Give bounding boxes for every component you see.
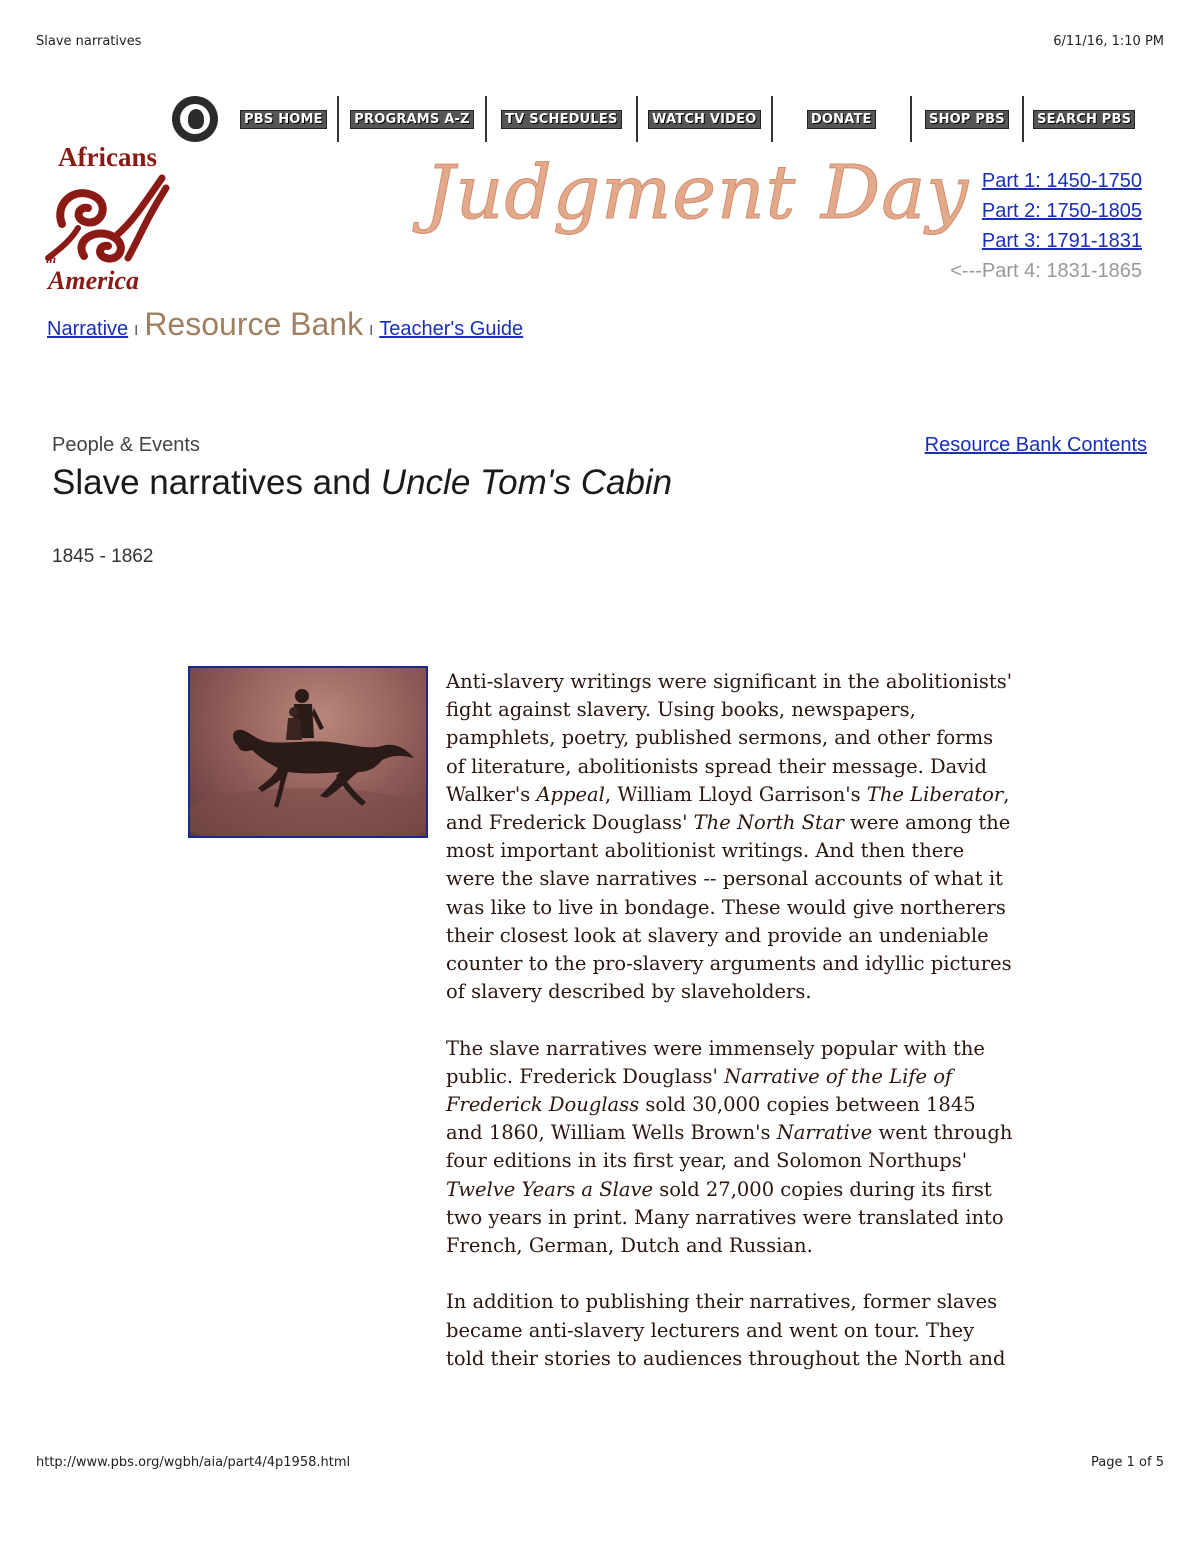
horse-rider-image-icon (190, 668, 426, 836)
print-page-number: Page 1 of 5 (1091, 1455, 1164, 1470)
title-plain: Slave narratives and (52, 463, 381, 502)
paragraph (446, 1035, 1018, 1261)
resource-bank-title: Resource Bank (144, 306, 364, 342)
logo-text-africans: Africans (58, 142, 157, 172)
print-header (36, 34, 1164, 49)
paragraph-text: The slave narratives were immensely popular with the public. Frederick Douglass' (446, 1036, 985, 1088)
paragraph-text: sold 27,000 copies during its first two years in print. Many narratives were translated into French, German, Dutch and Russian. (446, 1177, 1004, 1258)
print-footer (36, 1455, 1164, 1470)
paragraph (446, 668, 1018, 1006)
paragraph (446, 1288, 1018, 1373)
italic-title-text: The North Star (693, 811, 844, 835)
page-title (52, 461, 692, 504)
part-2-link[interactable]: Part 2: 1750-1805 (981, 200, 1142, 222)
italic-title-text: Appeal (536, 782, 605, 806)
nav-label: DONATE (807, 110, 876, 129)
narrative-link[interactable]: Narrative (47, 318, 129, 340)
section-label: People & Events (52, 434, 200, 456)
italic-title-text: Narrative of the Life of Frederick Douglass (446, 1064, 953, 1117)
separator: I (369, 322, 374, 339)
current-part-label: <---Part 4: 1831-1865 (950, 260, 1142, 282)
nav-label: SEARCH PBS (1033, 110, 1135, 129)
nav-tv-schedules[interactable] (487, 96, 637, 142)
nav-programs-az[interactable] (339, 96, 487, 142)
nav-donate[interactable] (773, 96, 911, 142)
parts-menu (950, 166, 1142, 286)
italic-title-text: Narrative (776, 1121, 873, 1145)
part-1-link[interactable]: Part 1: 1450-1750 (981, 170, 1142, 192)
logo-text-america: America (48, 266, 139, 295)
nav-label: WATCH VIDEO (648, 110, 760, 129)
nav-pbs-home[interactable] (230, 96, 339, 142)
nav-watch-video[interactable] (638, 96, 774, 142)
spiral-logo-icon (44, 174, 178, 264)
nav-label: PBS HOME (240, 110, 327, 129)
paragraph-text: , William Lloyd Garrison's (604, 782, 867, 806)
print-title: Slave narratives (36, 34, 142, 49)
paragraph-text: Anti-slavery writings were significant in the abolitionists' fight against slavery. Using books, newspapers, pamphlets, poetry, published sermons, and other forms of literature, abolitionists spread their message. David Walker's (446, 670, 1013, 806)
title-italic: Uncle Tom's Cabin (380, 463, 673, 502)
paragraph-text: went through four editions in its first year, and Solomon Northups' (446, 1121, 1013, 1173)
print-url: http://www.pbs.org/wgbh/aia/part4/4p1958.html (36, 1455, 351, 1470)
nav-shop-pbs[interactable] (912, 96, 1025, 142)
part-3-link[interactable]: Part 3: 1791-1831 (981, 230, 1142, 252)
resource-bank-contents-link[interactable]: Resource Bank Contents (924, 434, 1147, 456)
africans-in-america-logo[interactable] (44, 142, 178, 298)
nav-label: SHOP PBS (925, 110, 1009, 129)
nav-label: TV SCHEDULES (501, 110, 621, 129)
judgment-day-banner: Judgment Day (425, 150, 970, 236)
nav-search-pbs[interactable] (1024, 96, 1144, 142)
article-body (446, 668, 1018, 1401)
separator: I (134, 322, 139, 339)
runaway-rider-painting (188, 666, 428, 838)
pbs-navbar (172, 96, 1144, 142)
teachers-guide-link[interactable]: Teacher's Guide (379, 318, 524, 340)
italic-title-text: The Liberator (866, 782, 1004, 806)
paragraph-text: In addition to publishing their narratives, former slaves became anti-slavery lecturers and went on tour. They told their stories to audiences throughout the North and (446, 1290, 1006, 1370)
paragraph-text: were among the most important abolitionist writings. And then there were the slave narratives -- personal accounts of what it was like to live in bondage. These would give northerers their closest look at slavery and provide an undeniable counter to the pro-slavery arguments and idyllic pictures of slavery described by slaveholders. (446, 811, 1012, 1004)
pbs-logo-icon[interactable] (172, 96, 218, 142)
date-range: 1845 - 1862 (52, 546, 154, 567)
section-subnav (47, 306, 523, 343)
logo-text-in: in (46, 252, 57, 266)
nav-label: PROGRAMS A-Z (350, 110, 473, 129)
paragraph-text: sold 30,000 copies between 1845 and 1860, William Wells Brown's (446, 1093, 976, 1145)
paragraph-text: , and Frederick Douglass' (446, 782, 1010, 835)
italic-title-text: Twelve Years a Slave (446, 1177, 654, 1201)
print-datetime: 6/11/16, 1:10 PM (1053, 34, 1164, 49)
